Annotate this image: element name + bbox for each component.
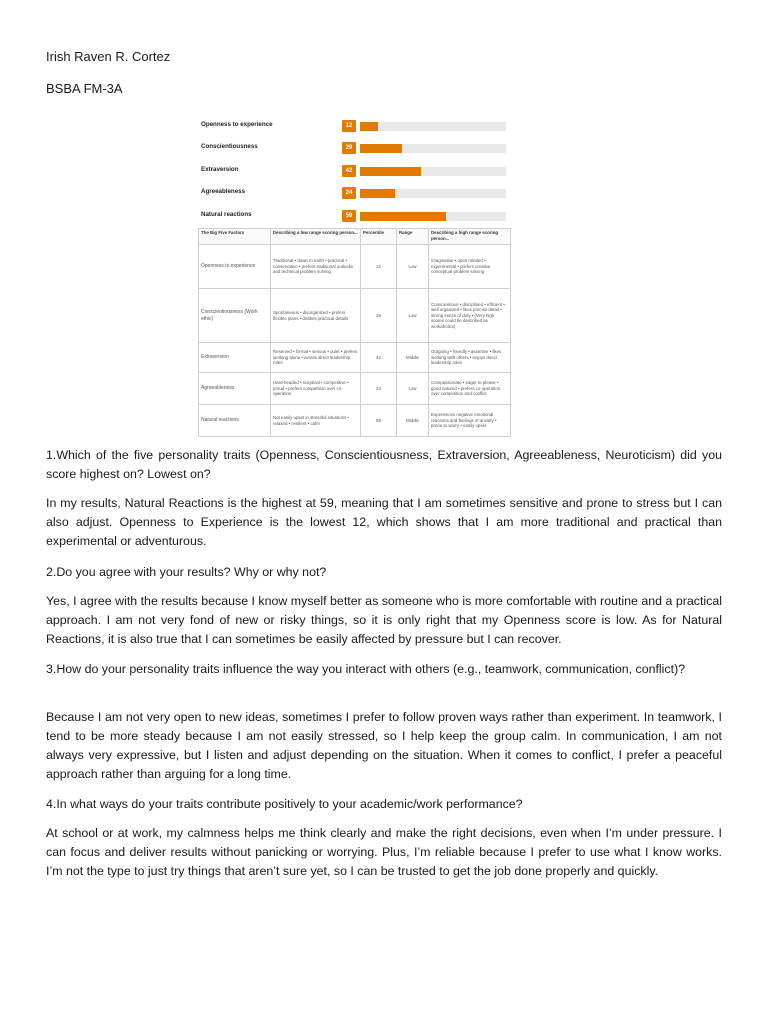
question-4: 4.In what ways do your traits contribute positively to your academic/work performance? — [46, 797, 523, 811]
column-header: Describing a low range scoring person... — [271, 229, 361, 245]
score-bar-openness — [198, 118, 510, 134]
percentile-cell: 42 — [361, 343, 397, 373]
column-header: The Big Five Factors — [199, 229, 271, 245]
low-description-cell: Spontaneous • disorganized • prefers flexible plans • dislikes practical details — [271, 289, 361, 343]
trait-cell: Extraversion — [199, 343, 271, 373]
low-description-cell: Not easily upset in stressful situations • relaxed • resilient • calm — [271, 405, 361, 437]
answer-2: Yes, I agree with the results because I know myself better as someone who is more comfortable with routine and a practical approach. I am not very fond of new or risky things, so it is only right that my Openness score is low. As for Natural Reactions, it is also true that I can sometimes be easily affected by pressure but I can recover. — [46, 594, 722, 646]
bar-label: Extraversion — [201, 166, 239, 173]
bar-track — [360, 122, 506, 131]
percentile-cell: 24 — [361, 373, 397, 405]
table-row — [199, 343, 511, 373]
range-cell: Low — [397, 289, 429, 343]
high-description-cell: Outgoing • friendly • assertive • likes working with others • enjoys direct leadership roles — [429, 343, 511, 373]
column-header: Describing a high range scoring person... — [429, 229, 511, 245]
bar-score: 59 — [342, 210, 356, 222]
question-2: 2.Do you agree with your results? Why or why not? — [46, 565, 327, 579]
score-bar-natural-reactions — [198, 208, 510, 224]
big-five-table — [198, 228, 511, 437]
score-bars — [198, 114, 510, 226]
score-bar-extraversion — [198, 163, 510, 179]
bar-label: Natural reactions — [201, 211, 252, 218]
question-1: 1.Which of the five personality traits (Openness, Conscientiousness, Extraversion, Agreeableness, Neuroticism) did you score highest on? Lowest on? — [46, 448, 722, 481]
bar-score: 29 — [342, 142, 356, 154]
low-description-cell: Reserved • formal • serious • quiet • prefers working alone • avoids direct leadership roles — [271, 343, 361, 373]
range-cell: Middle — [397, 405, 429, 437]
answer-4: At school or at work, my calmness helps me think clearly and make the right decisions, even when I’m under pressure. I can focus and deliver results without panicking or worrying. Plus, I’m reliable because I prefer to use what I know works. I’m not the type to just try things that aren’t sure yet, so I can be trusted to get the job done properly and quickly. — [46, 826, 722, 878]
table-row — [199, 405, 511, 437]
bar-fill — [360, 167, 421, 176]
bar-track — [360, 189, 506, 198]
range-cell: Low — [397, 373, 429, 405]
bar-track — [360, 212, 506, 221]
column-header: Range — [397, 229, 429, 245]
high-description-cell: Experiences negative emotional reactions and feelings of anxiety • prone to worry • easily upset — [429, 405, 511, 437]
low-description-cell: Hard-headed • sceptical • competitive • proud • prefers competition over co-operation — [271, 373, 361, 405]
score-bar-conscientiousness — [198, 140, 510, 156]
bar-label: Conscientiousness — [201, 143, 258, 150]
bar-fill — [360, 144, 402, 153]
bar-fill — [360, 189, 395, 198]
table-row — [199, 373, 511, 405]
answer-3: Because I am not very open to new ideas, sometimes I prefer to follow proven ways rather than experiment. In teamwork, I tend to be more steady because I am not easily stressed, so I help keep the group calm. In communication, I am not always very expressive, but I listen and adjust depending on the situation. When it comes to conflict, I prefer a peaceful approach rather than arguing for a long time. — [46, 710, 722, 781]
bar-track — [360, 167, 506, 176]
bar-fill — [360, 212, 446, 221]
bar-label: Openness to experience — [201, 121, 273, 128]
percentile-cell: 29 — [361, 289, 397, 343]
high-description-cell: Imaginative • open minded • experimental • prefers creative conceptual problem solving — [429, 245, 511, 289]
student-section: BSBA FM-3A — [46, 81, 123, 96]
bar-fill — [360, 122, 378, 131]
bar-score: 12 — [342, 120, 356, 132]
table-row — [199, 289, 511, 343]
trait-cell: Agreeableness — [199, 373, 271, 405]
bar-track — [360, 144, 506, 153]
high-description-cell: Conscientious • disciplined • efficient • well organized • likes precise detail • strong sense of duty • (Very high scores could be described as workaholics) — [429, 289, 511, 343]
range-cell: Middle — [397, 343, 429, 373]
answer-1: In my results, Natural Reactions is the highest at 59, meaning that I am sometimes sensitive and prone to stress but I can also adjust. Openness to Experience is the lowest 12, which shows that I am more traditional and practical than experimental or adventurous. — [46, 496, 722, 548]
range-cell: Low — [397, 245, 429, 289]
table-header-row — [199, 229, 511, 245]
bar-label: Agreeableness — [201, 188, 246, 195]
percentile-cell: 12 — [361, 245, 397, 289]
personality-results-image — [198, 114, 510, 429]
score-bar-agreeableness — [198, 185, 510, 201]
question-3: 3.How do your personality traits influence the way you interact with others (e.g., teamwork, communication, conflict)? — [46, 662, 686, 676]
trait-cell: Natural reactions — [199, 405, 271, 437]
column-header: Percentile — [361, 229, 397, 245]
low-description-cell: Traditional • down to earth • practical • conservative • prefers traditional outlooks and technical problem solving — [271, 245, 361, 289]
percentile-cell: 59 — [361, 405, 397, 437]
trait-cell: Conscientiousness (Work ethic) — [199, 289, 271, 343]
bar-score: 42 — [342, 165, 356, 177]
trait-cell: Openness to experience — [199, 245, 271, 289]
bar-score: 24 — [342, 187, 356, 199]
table-row — [199, 245, 511, 289]
high-description-cell: Compassionate • eager to please • good natured • prefers co-operation over competition and conflict — [429, 373, 511, 405]
student-name: Irish Raven R. Cortez — [46, 49, 171, 64]
